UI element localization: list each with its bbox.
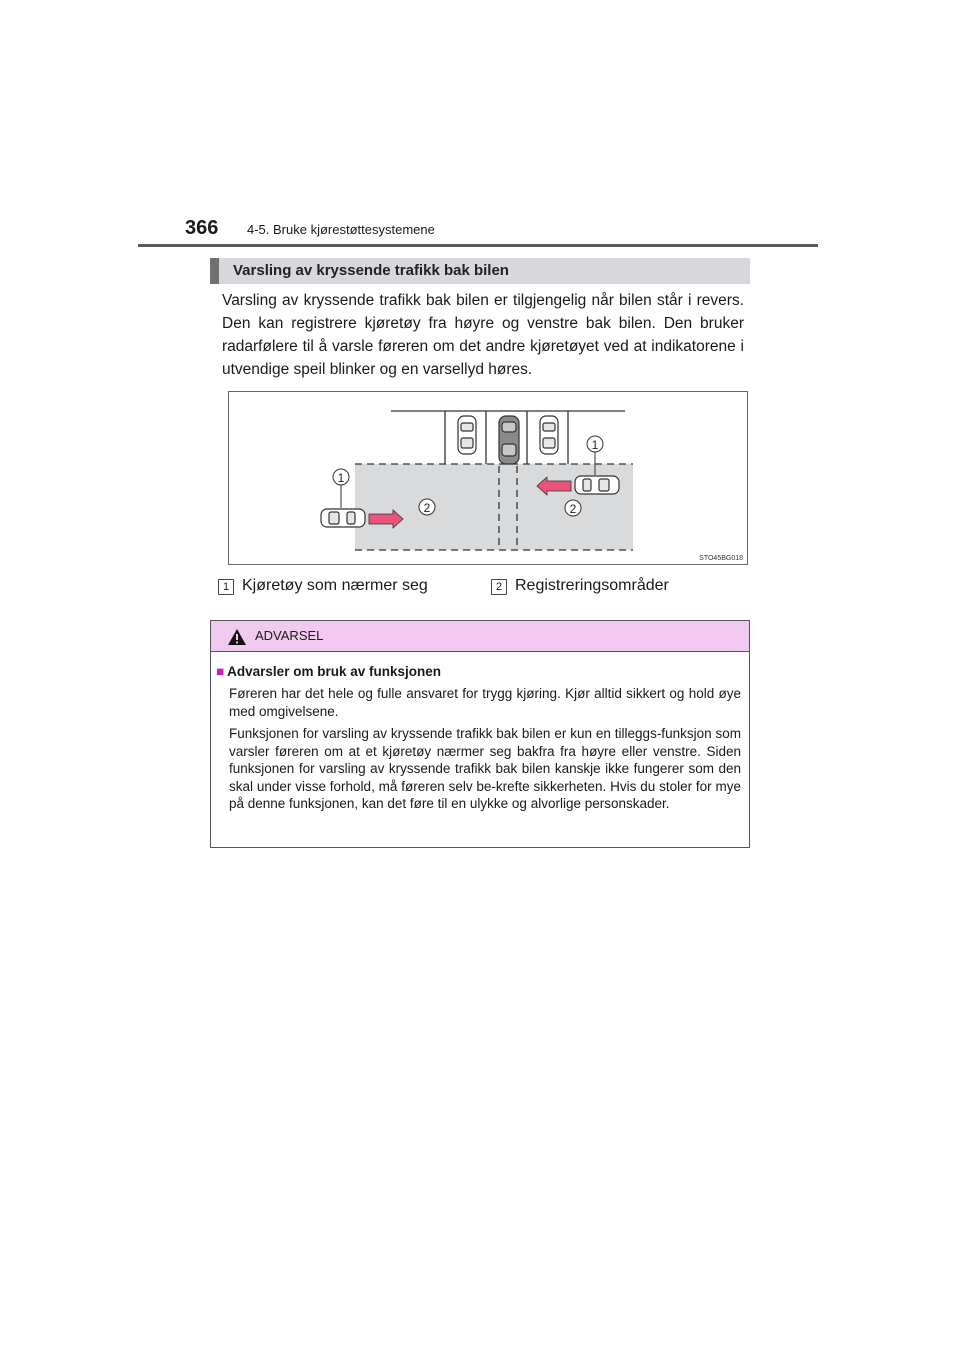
section-body-text: Varsling av kryssende trafikk bak bilen er tilgjengelig når bilen står i revers. Den kan registrere kjøretøy fra høyre og venstre bak bilen. Den bruker radarfølere til å varsle føreren om det andre kjøretøyet ved at indikatorene i utvendige speil blinker og en varsellyd høres.	[222, 292, 744, 378]
warning-label: ADVARSEL	[255, 628, 324, 643]
warning-box	[210, 620, 750, 848]
chapter-title: 4-5. Bruke kjørestøttesystemene	[247, 222, 435, 237]
legend-label: Registreringsområder	[515, 577, 669, 594]
callout-1-right	[587, 436, 603, 452]
callout-2-right	[565, 500, 581, 516]
parked-car-1	[458, 416, 476, 454]
detection-zone-left	[355, 464, 517, 550]
legend-label: Kjøretøy som nærmer seg	[242, 577, 428, 594]
callout-2-left	[419, 499, 435, 515]
own-car	[499, 416, 519, 464]
page-number: 366	[185, 217, 219, 239]
section-heading-bar	[210, 258, 750, 284]
warning-header	[211, 621, 749, 652]
approaching-car-left	[321, 509, 365, 527]
warning-item-title: Advarsler om bruk av funksjonen	[227, 664, 441, 679]
legend-number-badge: 1	[218, 579, 234, 595]
rcta-diagram	[228, 391, 748, 565]
parked-car-2	[540, 416, 558, 454]
warning-paragraph-2: Funksjonen for varsling av kryssende trafikk bak bilen er kun en tilleggs-funksjon som varsler føreren om at et kjøretøy nærmer seg bakfra fra høyre eller venstre. Siden funksjonen for varsling av kryssende trafikk bak bilen kanskje ikke fungerer som den skal under visse forhold, må føreren selv be-krefte sikkerheten. Hvis du stoler for mye på denne funksjonen, kan det føre til en ulykke og alvorlige personskader.	[229, 726, 741, 811]
callout-1-left	[333, 469, 349, 485]
figure-id: STO45BG018	[699, 555, 743, 562]
callout-2-right-label: 2	[569, 502, 577, 516]
legend-number-badge: 2	[491, 579, 507, 595]
header-rule	[138, 244, 818, 247]
callout-2-left-label: 2	[423, 501, 431, 515]
warning-item-heading	[216, 664, 441, 679]
section-title: Varsling av kryssende trafikk bak bilen	[233, 262, 509, 279]
parking-lot-illustration	[229, 392, 747, 564]
warning-paragraph-1: Føreren har det hele og fulle ansvaret for trygg kjøring. Kjør alltid sikkert og hold øye med omgivelsene.	[229, 686, 741, 719]
callout-1-right-label: 1	[591, 438, 599, 452]
callout-1-left-label: 1	[337, 471, 345, 485]
warning-triangle-icon	[227, 628, 247, 646]
approaching-car-right	[575, 476, 619, 494]
square-bullet-icon: ■	[216, 664, 225, 679]
